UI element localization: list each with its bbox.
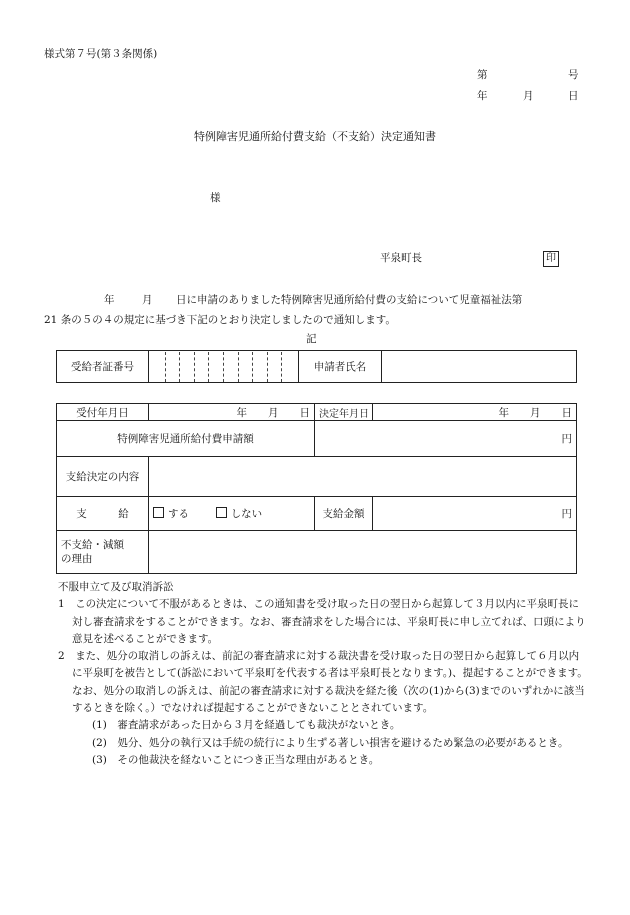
date-year: 年 xyxy=(477,90,488,102)
decision-content-label: 支給決定の内容 xyxy=(57,457,149,497)
note-item-1-number: 1 xyxy=(58,598,65,611)
note-sub-2-number: (2) xyxy=(92,736,107,749)
reason-label-line2: の理由 xyxy=(61,553,93,565)
received-date-label: 受付年月日 xyxy=(57,404,149,421)
payment-amount-label: 支給金額 xyxy=(315,497,373,531)
applied-amount-label: 特例障害児通所給付費申請額 xyxy=(57,421,315,457)
doc-number-suffix: 号 xyxy=(568,69,579,81)
note-sub-1 xyxy=(58,717,588,734)
decision-date-value[interactable]: 年 月 日 xyxy=(373,404,577,421)
seal-mark: 印 xyxy=(543,251,559,267)
note-item-2-number: 2 xyxy=(58,650,65,663)
note-sub-1-text: 審査請求があった日から３月を経過しても裁決がないとき。 xyxy=(117,719,401,732)
body-text-line2: 21 条の５の４の規定に基づき下記のとおり決定しましたので通知します。 xyxy=(44,314,396,326)
reason-label-line1: 不支給・減額 xyxy=(61,538,124,551)
date-day: 日 xyxy=(568,90,579,102)
decision-table xyxy=(56,403,577,574)
recipient-honorific: 様 xyxy=(210,192,221,204)
note-item-2-text: また、処分の取消しの訴えは、前記の審査請求に対する裁決書を受け取った日の翌日から起算して６月以内に平泉町を被告として(訴訟において平泉町を代表する者は平泉町長となります。)、提起することができます。なお、処分の取消しの訴えは、前記の審査請求に対する裁決を経た後（次の(1)から(3)までのいずれかに該当するときを除く。）でなければ提起することができないこととされています。 xyxy=(72,650,588,715)
note-sub-2 xyxy=(58,735,588,752)
decision-content-field[interactable] xyxy=(149,457,577,497)
note-item-2 xyxy=(58,648,588,717)
date-month: 月 xyxy=(523,90,534,102)
recipient-number-label: 受給者証番号 xyxy=(57,351,149,383)
body-text-line1: 日に申請のありました特例障害児通所給付費の支給について児童福祉法第 xyxy=(176,294,523,306)
option-no-label: しない xyxy=(230,508,263,520)
note-sub-2-text: 処分、処分の執行又は手続の続行により生ずる著しい損害を避けるため緊急の必要があるとき。 xyxy=(117,736,569,749)
note-sub-1-number: (1) xyxy=(92,719,107,732)
applicant-name-label: 申請者氏名 xyxy=(299,351,382,383)
applied-amount-yen: 円 xyxy=(561,433,572,445)
notes-heading: 不服申立て及び取消訴訟 xyxy=(58,581,174,593)
note-item-1 xyxy=(58,596,588,648)
document-title: 特例障害児通所給付費支給（不支給）決定通知書 xyxy=(194,130,436,143)
applicant-name-field[interactable] xyxy=(382,351,577,383)
body-month: 月 xyxy=(142,294,153,306)
option-yes-label: する xyxy=(168,508,189,520)
form-number-label: 様式第７号(第３条関係) xyxy=(44,48,158,60)
payment-label: 支 給 xyxy=(57,497,149,531)
note-sub-3-text: その他裁決を経ないことにつき正当な理由があるとき。 xyxy=(117,753,380,766)
applied-amount-field[interactable] xyxy=(315,421,577,457)
decision-date-label: 決定年月日 xyxy=(315,404,373,421)
ki-mark: 記 xyxy=(306,333,317,345)
payment-options xyxy=(149,497,315,531)
reason-field[interactable] xyxy=(149,531,577,574)
appeal-notes xyxy=(58,579,588,769)
recipient-number-cells[interactable] xyxy=(149,351,299,383)
recipient-table xyxy=(56,350,577,383)
option-no-checkbox[interactable] xyxy=(216,507,227,518)
reason-label xyxy=(57,531,149,574)
received-date-value[interactable]: 年 月 日 xyxy=(149,404,315,421)
doc-number-prefix: 第 xyxy=(477,69,488,81)
issuer-name: 平泉町長 xyxy=(380,252,422,264)
body-year: 年 xyxy=(104,294,115,306)
option-yes-checkbox[interactable] xyxy=(153,507,164,518)
note-sub-3 xyxy=(58,752,588,769)
payment-amount-field[interactable] xyxy=(373,497,577,531)
note-sub-3-number: (3) xyxy=(92,753,107,766)
note-item-1-text: この決定について不服があるときは、この通知書を受け取った日の翌日から起算して３月以内に平泉町長に対し審査請求をすることができます。なお、審査請求をした場合には、平泉町長に申し立てれば、口頭により意見を述べることができます。 xyxy=(72,598,586,645)
payment-amount-yen: 円 xyxy=(561,508,572,520)
